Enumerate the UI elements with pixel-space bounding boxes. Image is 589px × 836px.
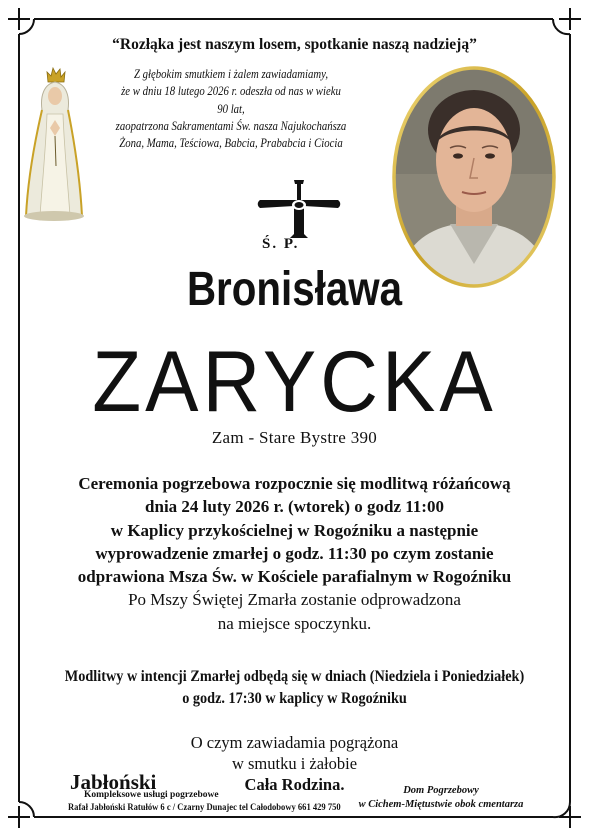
portrait-photo bbox=[390, 64, 558, 290]
ceremony-line: odprawiona Msza Św. w Kościele parafialnym w Rogoźniku bbox=[77, 567, 512, 587]
funeral-house-note bbox=[356, 784, 526, 812]
surname: ZARYCKA bbox=[92, 333, 497, 430]
closing-line: O czym zawiadamia pogrążona bbox=[190, 733, 399, 752]
family-signature: Cała Rodzina. bbox=[244, 775, 345, 794]
funeral-home-subtitle: Kompleksowe usługi pogrzebowe bbox=[84, 790, 219, 800]
burial-line: na miejsce spoczynku. bbox=[217, 613, 372, 633]
funeral-house-line: Dom Pogrzebowy bbox=[403, 785, 479, 796]
ceremony-line: dnia 24 luty 2026 r. (wtorek) o godz 11:00 bbox=[145, 497, 444, 517]
funeral-home-logo: Jabłoński bbox=[70, 770, 157, 794]
residence: Zam - Stare Bystre 390 bbox=[211, 428, 378, 447]
announcement bbox=[115, 66, 347, 152]
announcement-line: Żona, Mama, Teściowa, Babcia, Prababcia i Ciocia bbox=[119, 136, 343, 151]
funeral-house-line: w Cichem-Miętustwie obok cmentarza bbox=[358, 799, 524, 810]
madonna-figure-image bbox=[22, 66, 88, 222]
prayer-schedule bbox=[24, 666, 566, 710]
funeral-home-address: Rafał Jabłoński Ratułów 6 c / Czarny Dunajec tel Całodobowy 661 429 750 bbox=[68, 803, 341, 813]
announcement-line: Z głębokim smutkiem i żalem zawiadamiamy, bbox=[133, 67, 329, 81]
announcement-line: zaopatrzona Sakramentami Św. nasza Najukochańsza bbox=[115, 118, 347, 133]
announcement-line: że w dniu 18 lutego 2026 r. odeszła od nas w wieku 90 lat, bbox=[121, 84, 341, 116]
closing-line: w smutku i żałobie bbox=[231, 754, 358, 773]
ceremony-details bbox=[0, 472, 589, 635]
prayer-line: Modlitwy w intencji Zmarłej odbędą się w dniach (Niedziela i Poniedziałek) bbox=[64, 668, 525, 685]
cross-icon bbox=[254, 178, 344, 240]
motto: “Rozłąka jest naszym losem, spotkanie naszą nadzieją” bbox=[112, 36, 477, 53]
ceremony-line: w Kaplicy przykościelnej w Rogoźniku a następnie bbox=[110, 520, 479, 540]
burial-line: Po Mszy Świętej Zmarła zostanie odprowadzona bbox=[128, 590, 461, 610]
first-name: Bronisława bbox=[186, 263, 403, 316]
prayer-line: o godz. 17:30 w kaplicy w Rogoźniku bbox=[182, 690, 407, 707]
initials: Ś. P. bbox=[262, 236, 300, 252]
ceremony-line: Ceremonia pogrzebowa rozpocznie się modlitwą różańcową bbox=[78, 474, 511, 493]
ceremony-line: wyprowadzenie zmarłej o godz. 11:30 po czym zostanie bbox=[95, 543, 494, 563]
